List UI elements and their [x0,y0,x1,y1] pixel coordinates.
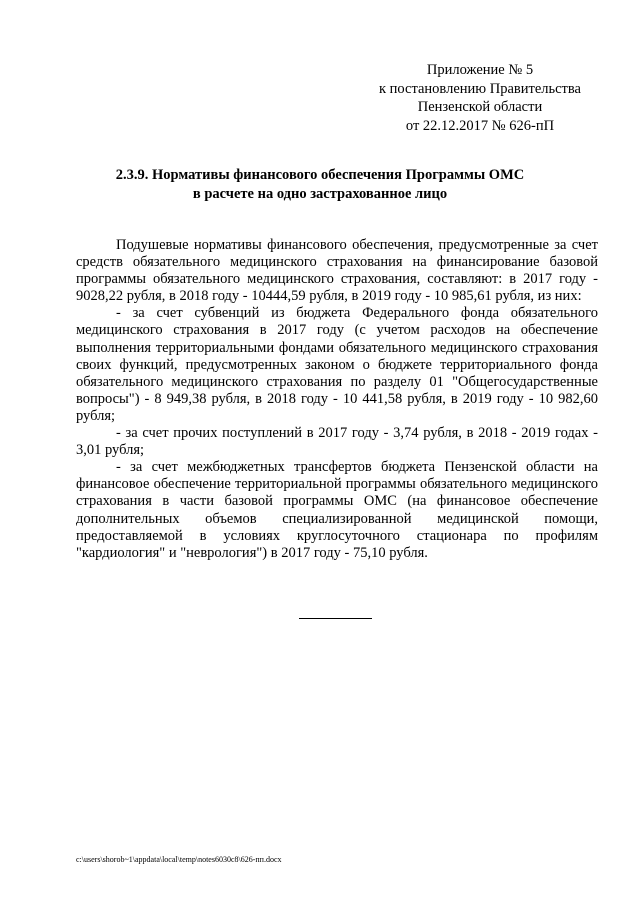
paragraph: - за счет межбюджетных трансфертов бюджета Пензенской области на финансовое обеспечение территориальной программы обязательного медицинского страхования в части базовой программы ОМС (на финансовое обеспечение дополнительных объемов специализированной медицинской помощи, предоставляемой в условиях круглосуточного стационара по профилям "кардиология" и "неврология") в 2017 году - 75,10 рубля. [76,459,598,561]
section-title [60,166,580,203]
paragraph: - за счет субвенций из бюджета Федерального фонда обязательного медицинского страхования в 2017 году (с учетом расходов на обеспечение выполнения территориальными фондами обязательного медицинского страхования своих функций, предусмотренных законом о бюджете территориального фонда обязательного медицинского страхования по разделу 01 "Общегосударственные вопросы") - 8 949,38 рубля, в 2018 году - 10 441,58 рубля, в 2019 году - 10 982,60 рубля; [76,305,598,424]
appendix-block [360,61,600,135]
appendix-line: к постановлению Правительства [379,80,581,97]
appendix-line: Пензенской области [417,99,543,115]
paragraph: - за счет прочих поступлений в 2017 году - 3,74 рубля, в 2018 - 2019 годах - 3,01 рубля; [76,425,598,459]
appendix-line: от 22.12.2017 № 626-пП [405,117,555,134]
paragraph: Подушевые нормативы финансового обеспечения, предусмотренные за счет средств обязательного медицинского страхования на финансирование базовой программы обязательного медицинского страхования, составляют: в 2017 году - 9028,22 рубля, в 2018 году - 10444,59 рубля, в 2019 году - 10 985,61 рубля, из них: [76,237,598,305]
divider-line [299,618,372,619]
title-line: в расчете на одно застрахованное лицо [192,185,448,202]
title-line: 2.3.9. Нормативы финансового обеспечения Программы ОМС [115,167,525,183]
file-path-footer: c:\users\shorob~1\appdata\local\temp\notes6030c8\626-пп.docx [76,855,282,864]
appendix-line: Приложение № 5 [426,62,534,78]
body-text [76,237,598,562]
